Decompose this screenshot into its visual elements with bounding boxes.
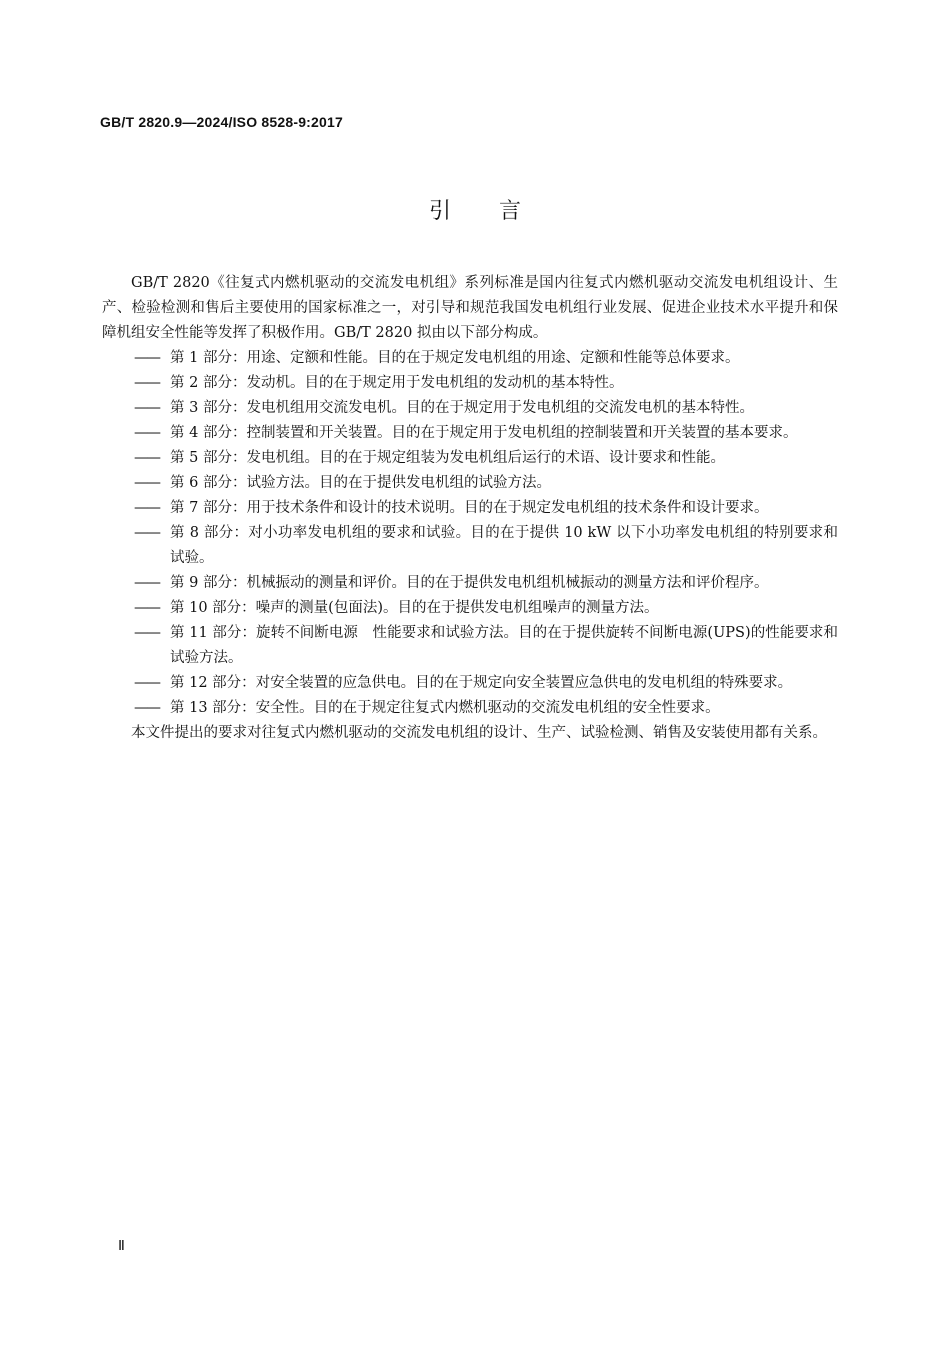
standard-number-header: GB/T 2820.9—2024/ISO 8528-9:2017 [100, 114, 343, 130]
document-body [102, 271, 838, 746]
list-item-text: 第 6 部分：试验方法。目的在于提供发电机组的试验方法。 [170, 475, 551, 491]
list-item-text: 第 12 部分：对安全装置的应急供电。目的在于规定向安全装置应急供电的发电机组的特殊要求。 [170, 675, 793, 691]
list-dash: —— [134, 475, 159, 491]
list-item [102, 621, 838, 671]
list-dash: —— [134, 625, 159, 641]
list-dash: —— [134, 575, 159, 591]
list-item [102, 671, 838, 696]
list-item-text: 第 13 部分：安全性。目的在于规定往复式内燃机驱动的交流发电机组的安全性要求。 [170, 700, 720, 716]
list-item [102, 696, 838, 721]
page-number: Ⅱ [118, 1239, 125, 1254]
list-item [102, 421, 838, 446]
list-item-text: 第 7 部分：用于技术条件和设计的技术说明。目的在于规定发电机组的技术条件和设计要求。 [170, 500, 769, 516]
list-dash: —— [134, 375, 159, 391]
list-item [102, 571, 838, 596]
list-item [102, 521, 838, 571]
list-item [102, 396, 838, 421]
list-item-text: 第 3 部分：发电机组用交流发电机。目的在于规定用于发电机组的交流发电机的基本特性。 [170, 400, 754, 416]
list-item [102, 596, 838, 621]
list-item [102, 371, 838, 396]
list-dash: —— [134, 400, 159, 416]
list-dash: —— [134, 700, 159, 716]
list-item [102, 496, 838, 521]
list-item-text: 第 1 部分：用途、定额和性能。目的在于规定发电机组的用途、定额和性能等总体要求。 [170, 350, 740, 366]
closing-paragraph: 本文件提出的要求对往复式内燃机驱动的交流发电机组的设计、生产、试验检测、销售及安装使用都有关系。 [131, 725, 827, 741]
section-title: 引言 [428, 199, 569, 224]
list-item [102, 446, 838, 471]
list-dash: —— [134, 525, 159, 541]
list-dash: —— [134, 500, 159, 516]
list-item-text: 第 2 部分：发动机。目的在于规定用于发电机组的发动机的基本特性。 [170, 375, 624, 391]
list-item-text: 第 11 部分：旋转不间断电源 性能要求和试验方法。目的在于提供旋转不间断电源(UPS)的性能要求和试验方法。 [170, 625, 838, 666]
list-dash: —— [134, 675, 159, 691]
list-dash: —— [134, 450, 159, 466]
list-dash: —— [134, 425, 159, 441]
intro-paragraph: GB/T 2820《往复式内燃机驱动的交流发电机组》系列标准是国内往复式内燃机驱动交流发电机组设计、生产、检验检测和售后主要使用的国家标准之一，对引导和规范我国发电机组行业发展、促进企业技术水平提升和保障机组安全性能等发挥了积极作用。GB/T 2820 拟由以下部分构成。 [102, 275, 838, 341]
list-item [102, 346, 838, 371]
list-item-text: 第 8 部分：对小功率发电机组的要求和试验。目的在于提供 10 kW 以下小功率发电机组的特别要求和试验。 [170, 525, 838, 566]
list-item-text: 第 10 部分：噪声的测量(包面法)。目的在于提供发电机组噪声的测量方法。 [170, 600, 659, 616]
list-item-text: 第 5 部分：发电机组。目的在于规定组装为发电机组后运行的术语、设计要求和性能。 [170, 450, 725, 466]
list-item-text: 第 9 部分：机械振动的测量和评价。目的在于提供发电机组机械振动的测量方法和评价程序。 [170, 575, 769, 591]
list-dash: —— [134, 350, 159, 366]
list-item [102, 471, 838, 496]
list-item-text: 第 4 部分：控制装置和开关装置。目的在于规定用于发电机组的控制装置和开关装置的基本要求。 [170, 425, 798, 441]
list-dash: —— [134, 600, 159, 616]
